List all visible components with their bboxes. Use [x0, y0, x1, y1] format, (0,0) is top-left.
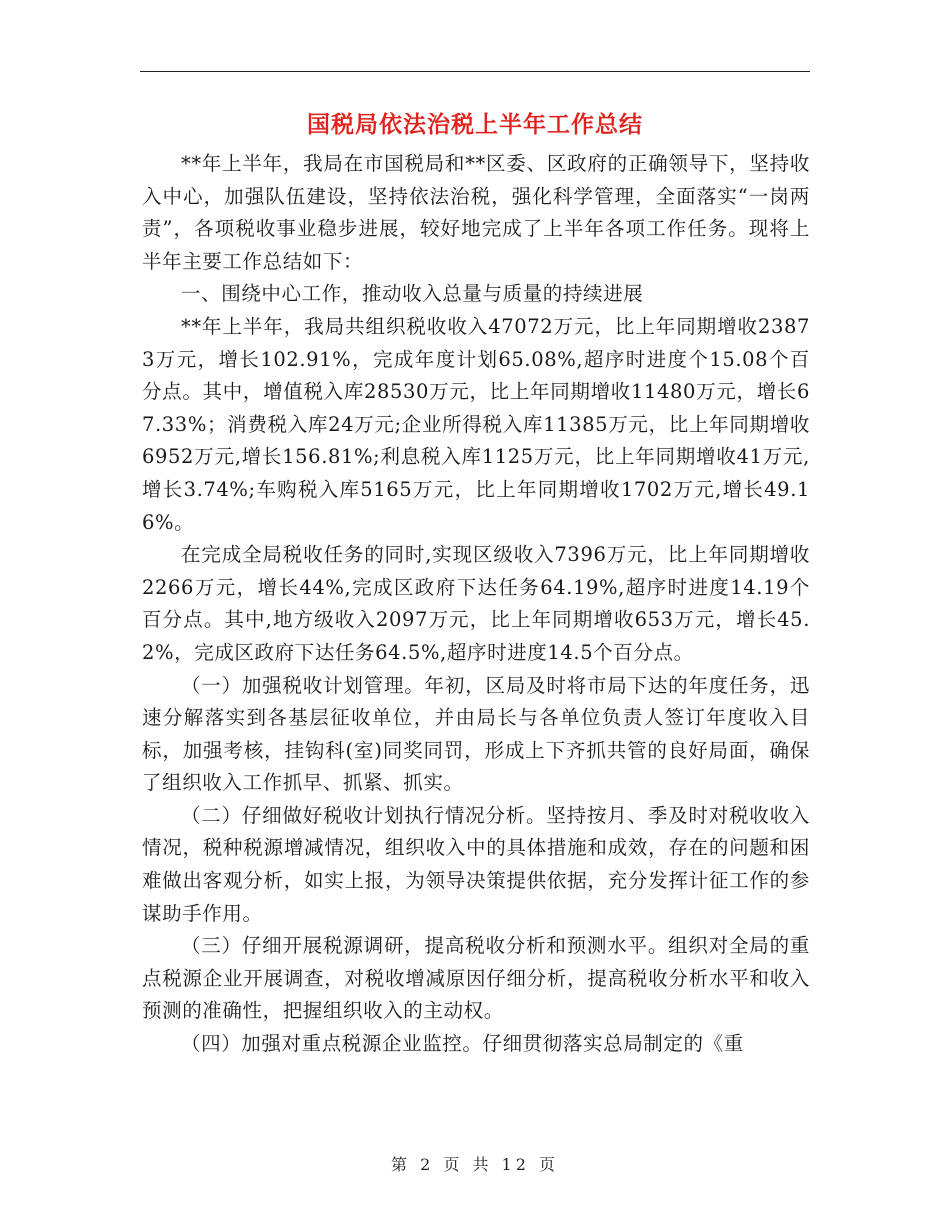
document-body	[142, 148, 810, 1061]
paragraph-intro: **年上半年，我局在市国税局和**区委、区政府的正确领导下，坚持收入中心，加强队伍建设，坚持依法治税，强化科学管理，全面落实“一岗两责”，各项税收事业稳步进展，较好地完成了上半年各项工作任务。现将上半年主要工作总结如下：	[142, 152, 810, 273]
page-number-footer: 第 2 页 共 12 页	[391, 1155, 559, 1174]
document-title: 国税局依法治税上半年工作总结	[307, 112, 643, 138]
section-heading-1: 一、围绕中心工作，推动收入总量与质量的持续进展	[181, 282, 644, 306]
paragraph-revenue: **年上半年，我局共组织税收收入47072万元，比上年同期增收23873万元，增长102.91%，完成年度计划65.08%,超序时进度个15.08个百分点。其中，增值税入库28530万元，比上年同期增收11480万元，增长67.33%；消费税入库24万元;企业所得税入库11385万元，比上年同期增收6952万元,增长156.81%;利息税入库1125万元，比上年同期增收41万元,增长3.74%;车购税入库5165万元，比上年同期增收1702万元,增长49.16%。	[142, 314, 810, 534]
paragraph-item-3: （三）仔细开展税源调研，提高税收分析和预测水平。组织对全局的重点税源企业开展调查，对税收增减原因仔细分析，提高税收分析水平和收入预测的准确性，把握组织收入的主动权。	[142, 934, 810, 1023]
paragraph-item-2: （二）仔细做好税收计划执行情况分析。坚持按月、季及时对税收收入情况，税种税源增减情况，组织收入中的具体措施和成效，存在的问题和困难做出客观分析，如实上报，为领导决策提供依据，充分发挥计征工作的参谋助手作用。	[142, 803, 810, 925]
paragraph-district-revenue: 在完成全局税收任务的同时,实现区级收入7396万元，比上年同期增收2266万元，增长44%,完成区政府下达任务64.19%,超序时进度14.19个百分点。其中,地方级收入2097万元，比上年同期增收653万元，增长45.2%，完成区政府下达任务64.5%,超序时进度14.5个百分点。	[142, 543, 810, 664]
paragraph-item-4: （四）加强对重点税源企业监控。仔细贯彻落实总局制定的《重	[181, 1032, 744, 1056]
header-rule	[140, 71, 810, 72]
paragraph-item-1: （一）加强税收计划管理。年初，区局及时将市局下达的年度任务，迅速分解落实到各基层征收单位，并由局长与各单位负责人签订年度收入目标，加强考核，挂钩科(室)同奖同罚，形成上下齐抓共管的良好局面，确保了组织收入工作抓早、抓紧、抓实。	[142, 673, 810, 795]
